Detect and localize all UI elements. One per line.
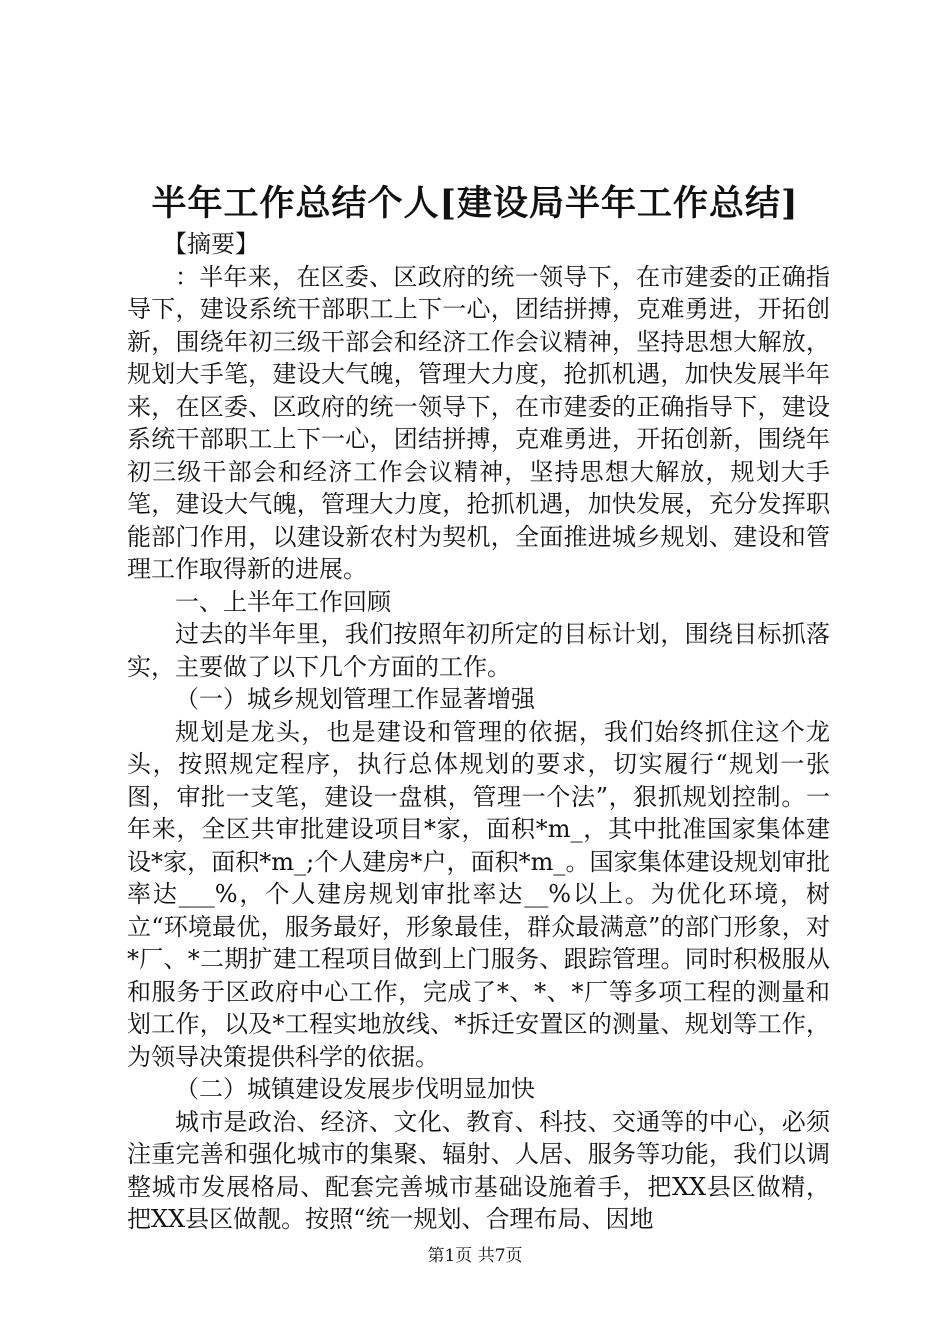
- section-heading: 一、上半年工作回顾: [175, 587, 391, 616]
- intro-paragraph: 过去的半年里，我们按照年初所定的目标计划，围绕目标抓落实，主要做了以下几个方面的工作。: [127, 620, 830, 681]
- document-body: [127, 228, 830, 1236]
- summary-label: 【摘要】: [163, 230, 259, 258]
- subsection-heading: （二）城镇建设发展步伐明显加快: [175, 1075, 535, 1103]
- document-title: 半年工作总结个人[建设局半年工作总结]: [151, 183, 799, 224]
- body-paragraph: 城市是政治、经济、文化、教育、科技、交通等的中心，必须注重完善和强化城市的集聚、辐射、人居、服务等功能，我们以调整城市发展格局、配套完善城市基础设施着手，把XX县区做精，把XX县区做靓。按照“统一规划、合理布局、因地: [127, 1107, 830, 1233]
- summary-paragraph: ：半年来，在区委、区政府的统一领导下，在市建委的正确指导下，建设系统干部职工上下一心，团结拼搏，克难勇进，开拓创新，围绕年初三级干部会和经济工作会议精神，坚持思想大解放，规划大手笔，建设大气魄，管理大力度，抢抓机遇，加快发展半年来，在区委、区政府的统一领导下，在市建委的正确指导下，建设系统干部职工上下一心，团结拼搏，克难勇进，开拓创新，围绕年初三级干部会和经济工作会议精神，坚持思想大解放，规划大手笔，建设大气魄，管理大力度，抢抓机遇，加快发展，充分发挥职能部门作用，以建设新农村为契机，全面推进城乡规划、建设和管理工作取得新的进展。: [127, 262, 830, 583]
- subsection-heading: （一）城乡规划管理工作显著增强: [175, 685, 535, 713]
- body-paragraph: 规划是龙头，也是建设和管理的依据，我们始终抓住这个龙头，按照规定程序，执行总体规划的要求，切实履行“规划一张图，审批一支笔，建设一盘棋，管理一个法”，狠抓规划控制。一年来，全区共审批建设项目*家，面积*m_，其中批准国家集体建设*家，面积*m_;个人建房*户，面积*m_。国家集体建设规划审批率达___%，个人建房规划审批率达__%以上。为优化环境，树立“环境最优，服务最好，形象最佳，群众最满意”的部门形象，对*厂、*二期扩建工程项目做到上门服务、跟踪管理。同时积极服从和服务于区政府中心工作，完成了*、*、*厂等多项工程的测量和划工作，以及*工程实地放线、*拆迁安置区的测量、规划等工作，为领导决策提供科学的依据。: [127, 717, 830, 1071]
- page-number-footer: 第1页 共7页: [427, 1246, 523, 1266]
